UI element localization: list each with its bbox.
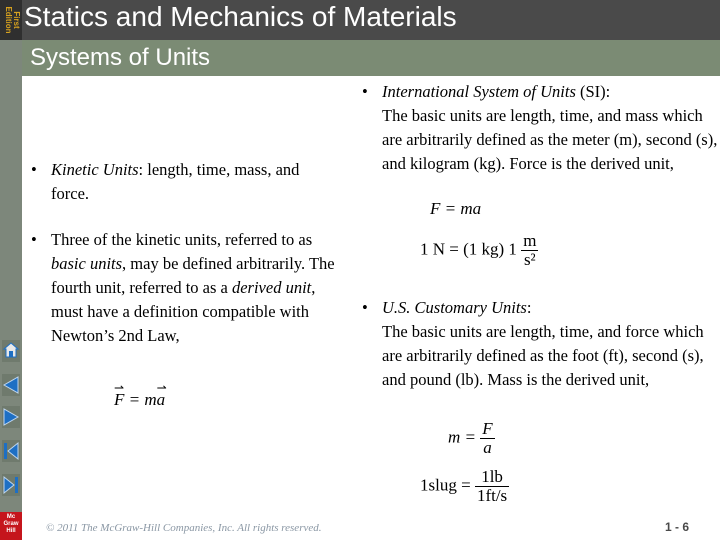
slide-subtitle: Systems of Units: [30, 44, 211, 71]
back-nav-button[interactable]: [2, 374, 20, 396]
bullet-marker: •: [31, 160, 37, 179]
kinetic-units-bullet: [31, 158, 341, 206]
slug-definition-equation: [420, 468, 509, 505]
page-title: Statics and Mechanics of Materials: [24, 1, 457, 32]
mass-equation: [448, 420, 495, 457]
si-units-bullet: [362, 80, 718, 176]
next-nav-button[interactable]: [2, 474, 20, 496]
mass-numerator: F: [482, 419, 493, 438]
newton-fraction: [521, 232, 538, 269]
bullet-marker: •: [362, 298, 368, 317]
si-units-term: International System of Units: [382, 82, 576, 101]
basic-units-term: basic units: [51, 254, 123, 273]
us-customary-term: U.S. Customary Units: [382, 298, 527, 317]
home-nav-button[interactable]: [2, 340, 20, 362]
newton-denominator: s²: [523, 250, 536, 269]
us-customary-text: The basic units are length, time, and force which are arbitrarily defined as the foot (ft), second (s), and pound (lb). Mass is the derived unit,: [382, 322, 704, 389]
copyright-footer: © 2011 The McGraw-Hill Companies, Inc. All rights reserved.: [46, 522, 322, 534]
home-icon: [2, 340, 20, 362]
force-vector: ⇀ F: [114, 390, 124, 410]
bar-triangle-left-icon: [2, 440, 20, 462]
us-customary-suffix: :: [526, 298, 532, 317]
bullet-marker: •: [362, 82, 368, 101]
basic-units-text-3: , must have a definition compatible with Newton’s 2nd Law,: [51, 278, 316, 345]
slug-numerator: 1lb: [475, 468, 509, 487]
us-customary-bullet: [362, 296, 718, 392]
slug-lhs: 1slug =: [420, 475, 471, 495]
newton-definition-equation: [420, 232, 538, 269]
triangle-left-icon: [2, 374, 20, 396]
page-number: 1 - 6: [665, 520, 690, 534]
newton-lhs: 1 N = (1 kg) 1: [420, 239, 517, 259]
basic-units-text-2: , may be defined arbitrarily. The fourth unit, referred to as a: [51, 254, 335, 297]
basic-units-text-1: Three of the kinetic units, referred to as: [51, 230, 313, 249]
forward-nav-button[interactable]: [2, 406, 20, 428]
si-units-text: The basic units are length, time, and mass which are arbitrarily defined as the meter (m), second (s), and kilogram (kg). Force is the derived unit,: [382, 106, 718, 173]
derived-unit-term: derived unit: [231, 278, 312, 297]
slug-denominator: 1ft/s: [476, 486, 508, 505]
newton-numerator: m: [523, 231, 537, 250]
si-force-equation: F = ma: [430, 199, 482, 218]
mcgraw-hill-logo: Mc Graw Hill: [0, 512, 22, 540]
newton-second-law-equation: [114, 390, 165, 410]
triangle-bar-right-icon: [2, 474, 20, 496]
edition-label: First Edition: [4, 6, 21, 34]
edition-tag: [0, 0, 22, 40]
basic-units-bullet: [31, 228, 351, 348]
acceleration-vector: ⇀ a: [157, 390, 166, 410]
bullet-marker: •: [31, 230, 37, 249]
kinetic-units-text: : length, time, mass, and force.: [51, 160, 300, 203]
equation-middle: = m: [124, 390, 157, 409]
kinetic-units-term: Kinetic Units: [51, 160, 139, 179]
slug-fraction: [475, 468, 509, 505]
mass-denominator: a: [483, 438, 492, 457]
previous-nav-button[interactable]: [2, 440, 20, 462]
triangle-right-icon: [2, 406, 20, 428]
mass-lhs: m =: [448, 427, 476, 447]
mass-fraction: [480, 420, 494, 457]
si-units-suffix: (SI):: [575, 82, 611, 101]
